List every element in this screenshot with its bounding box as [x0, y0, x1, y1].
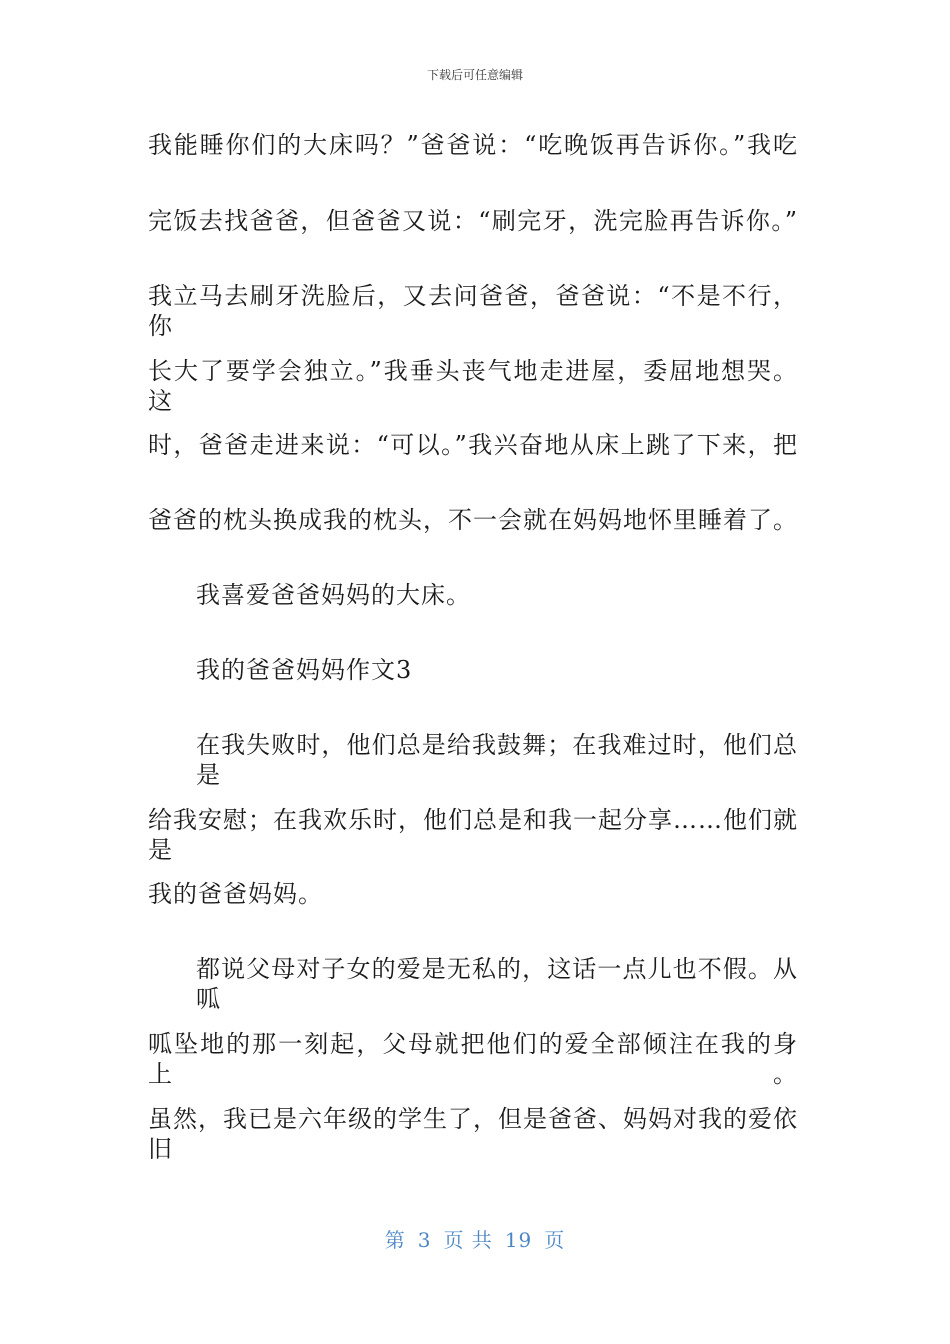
text-line: 给我安慰；在我欢乐时，他们总是和我一起分享……他们就是 — [148, 806, 798, 864]
footer-page-number: 3 — [417, 1228, 432, 1252]
footer-label-prefix: 第 — [384, 1228, 406, 1252]
text-line: 时，爸爸走进来说：“可以。”我兴奋地从床上跳了下来，把 — [148, 431, 798, 459]
text-line: 长大了要学会独立。”我垂头丧气地走进屋，委屈地想哭。这 — [148, 357, 798, 415]
text-line: 我立马去刷牙洗脸后，又去问爸爸，爸爸说：“不是不行，你 — [148, 282, 798, 340]
text-line: 在我失败时，他们总是给我鼓舞；在我难过时，他们总是 — [196, 731, 798, 789]
footer-label-suffix: 页 — [544, 1228, 566, 1252]
text-line: 我喜爱爸爸妈妈的大床。 — [196, 581, 471, 609]
text-line: 都说父母对子女的爱是无私的，这话一点儿也不假。从呱 — [196, 955, 798, 1013]
text-line: 虽然，我已是六年级的学生了，但是爸爸、妈妈对我的爱依旧 — [148, 1105, 798, 1163]
page-header-note: 下载后可任意编辑 — [426, 68, 523, 82]
footer-label-mid: 页 共 — [443, 1228, 493, 1252]
text-line: 我的爸爸妈妈。 — [148, 880, 323, 908]
page-footer — [0, 1224, 950, 1253]
text-line: 我能睡你们的大床吗？”爸爸说：“吃晚饭再告诉你。”我吃 — [148, 131, 798, 159]
text-line: 呱坠地的那一刻起，父母就把他们的爱全部倾注在我的身上。 — [148, 1030, 798, 1088]
section-title: 我的爸爸妈妈作文3 — [196, 656, 413, 684]
text-line: 爸爸的枕头换成我的枕头，不一会就在妈妈地怀里睡着了。 — [148, 506, 798, 534]
footer-total-pages: 19 — [504, 1228, 533, 1252]
text-line: 完饭去找爸爸，但爸爸又说：“刷完牙，洗完脸再告诉你。” — [148, 207, 798, 235]
